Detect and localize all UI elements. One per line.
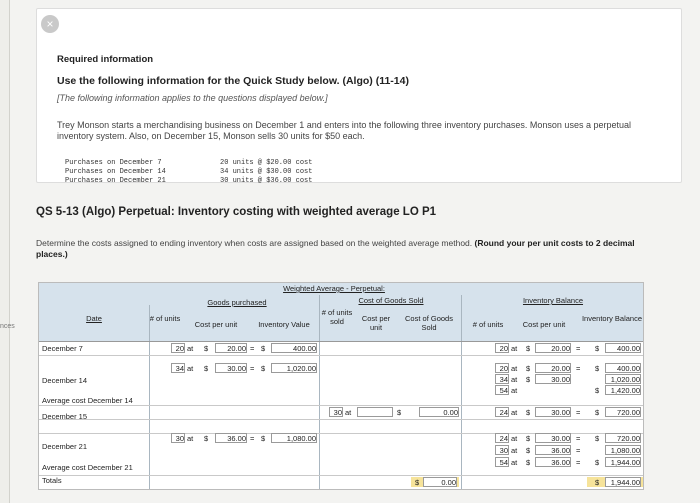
dollar-sign: $ bbox=[526, 375, 531, 384]
balance-value-input[interactable]: 720.00 bbox=[605, 433, 641, 443]
dollar-sign: $ bbox=[261, 344, 266, 353]
dollar-sign: $ bbox=[261, 364, 266, 373]
purchases-list bbox=[65, 159, 312, 186]
separator bbox=[319, 295, 320, 489]
dollar-sign: $ bbox=[526, 446, 531, 455]
dollar-sign: $ bbox=[595, 458, 600, 467]
balance-cost-input[interactable]: 30.00 bbox=[535, 407, 571, 417]
equals-sign: = bbox=[576, 344, 581, 353]
balance-value-input[interactable]: 1,020.00 bbox=[605, 374, 641, 384]
row-divider bbox=[39, 341, 643, 342]
dollar-sign: $ bbox=[526, 408, 531, 417]
dollar-sign: $ bbox=[595, 364, 600, 373]
row-label: December 15 bbox=[42, 412, 88, 421]
at-label: at bbox=[345, 408, 352, 417]
dollar-sign: $ bbox=[526, 344, 531, 353]
purchase-row: Purchases on December 21 30 units @ $36.00 cost bbox=[65, 177, 313, 185]
col-balance-units: # of units bbox=[472, 320, 504, 329]
dollar-sign: $ bbox=[204, 434, 209, 443]
dollar-sign: $ bbox=[415, 478, 420, 487]
purchase-value-input[interactable]: 1,080.00 bbox=[271, 433, 317, 443]
weighted-average-table bbox=[38, 282, 644, 490]
balance-value-input[interactable]: 400.00 bbox=[605, 363, 641, 373]
at-label: at bbox=[511, 408, 518, 417]
balance-units-input[interactable]: 34 bbox=[495, 374, 509, 384]
balance-value-input[interactable]: 400.00 bbox=[605, 343, 641, 353]
info-description: Trey Monson starts a merchandising business on December 1 and enters into the following three inventory purchases. Monson uses a perpetual inventory system. Also, on December 15, Monson sells 30 units for $50 each. bbox=[57, 120, 631, 141]
dollar-sign: $ bbox=[204, 364, 209, 373]
col-cost-per-unit-sold: Cost per unit bbox=[361, 314, 391, 332]
dollar-sign: $ bbox=[397, 408, 402, 417]
group-inventory-balance: Inventory Balance bbox=[522, 296, 584, 305]
dollar-sign: $ bbox=[595, 344, 600, 353]
col-date: Date bbox=[86, 314, 102, 323]
col-cost-per-unit: Cost per unit bbox=[194, 320, 238, 329]
balance-value-input[interactable]: 1,080.00 bbox=[605, 445, 641, 455]
row-divider bbox=[39, 419, 643, 420]
balance-value-input[interactable]: 1,944.00 bbox=[605, 457, 641, 467]
balance-cost-input[interactable]: 20.00 bbox=[535, 343, 571, 353]
balance-value-input[interactable]: 1,420.00 bbox=[605, 385, 641, 395]
sidebar-stub bbox=[0, 0, 15, 503]
purchase-cost-input[interactable]: 20.00 bbox=[215, 343, 247, 353]
col-units-sold: # of units sold bbox=[321, 308, 353, 326]
purchase-row: Purchases on December 7 20 units @ $20.00 cost bbox=[65, 159, 313, 167]
at-label: at bbox=[511, 364, 518, 373]
balance-units-input[interactable]: 30 bbox=[495, 445, 509, 455]
question-title: QS 5-13 (Algo) Perpetual: Inventory costing with weighted average LO P1 bbox=[36, 206, 437, 218]
required-info-card bbox=[36, 8, 682, 183]
info-note: [The following information applies to the questions displayed below.] bbox=[57, 93, 328, 103]
equals-sign: = bbox=[250, 364, 255, 373]
balance-units-input[interactable]: 24 bbox=[495, 407, 509, 417]
dollar-sign: $ bbox=[595, 408, 600, 417]
sold-units-input[interactable]: 30 bbox=[329, 407, 343, 417]
at-label: at bbox=[187, 364, 194, 373]
balance-cost-input[interactable]: 30.00 bbox=[535, 433, 571, 443]
sold-cost-input[interactable] bbox=[357, 407, 393, 417]
col-cogs: Cost of Goods Sold bbox=[405, 314, 453, 332]
at-label: at bbox=[511, 375, 518, 384]
dollar-sign: $ bbox=[595, 434, 600, 443]
question-instruction bbox=[36, 238, 636, 260]
balance-value-input[interactable]: 720.00 bbox=[605, 407, 641, 417]
at-label: at bbox=[511, 434, 518, 443]
equals-sign: = bbox=[250, 344, 255, 353]
row-label: Totals bbox=[42, 476, 62, 485]
equals-sign: = bbox=[250, 434, 255, 443]
row-divider bbox=[39, 355, 643, 356]
purchase-units-input[interactable]: 34 bbox=[171, 363, 185, 373]
purchase-value-input[interactable]: 1,020.00 bbox=[271, 363, 317, 373]
row-divider bbox=[39, 475, 643, 476]
dollar-sign: $ bbox=[526, 458, 531, 467]
instruction-text: Determine the costs assigned to ending inventory when costs are assigned based on the weighted average method. bbox=[36, 238, 473, 248]
equals-sign: = bbox=[576, 364, 581, 373]
col-balance-cost: Cost per unit bbox=[522, 320, 566, 329]
balance-cost-input[interactable]: 36.00 bbox=[535, 445, 571, 455]
purchase-units-input[interactable]: 30 bbox=[171, 433, 185, 443]
dollar-sign: $ bbox=[595, 478, 600, 487]
sidebar-stub-label: nces bbox=[0, 323, 15, 330]
close-icon[interactable]: × bbox=[41, 15, 59, 33]
cogs-input[interactable]: 0.00 bbox=[419, 407, 459, 417]
row-label: Average cost December 14 bbox=[42, 396, 133, 405]
row-divider bbox=[39, 405, 643, 406]
table-title: Weighted Average - Perpetual: bbox=[283, 284, 385, 293]
at-label: at bbox=[511, 386, 518, 395]
balance-cost-input[interactable]: 36.00 bbox=[535, 457, 571, 467]
at-label: at bbox=[511, 446, 518, 455]
balance-units-input[interactable]: 20 bbox=[495, 343, 509, 353]
instruction-bold: (Round your per unit costs to 2 decimal places.) bbox=[36, 238, 635, 259]
total-cogs-input[interactable]: 0.00 bbox=[423, 477, 457, 487]
row-label: December 21 bbox=[42, 442, 88, 451]
balance-units-input[interactable]: 20 bbox=[495, 363, 509, 373]
dollar-sign: $ bbox=[526, 434, 531, 443]
final-balance-input[interactable]: 1,944.00 bbox=[605, 477, 641, 487]
at-label: at bbox=[187, 434, 194, 443]
at-label: at bbox=[511, 344, 518, 353]
required-label: Required information bbox=[57, 54, 154, 65]
equals-sign: = bbox=[576, 434, 581, 443]
equals-sign: = bbox=[576, 408, 581, 417]
info-heading: Use the following information for the Quick Study below. (Algo) (11-14) bbox=[57, 75, 409, 87]
dollar-sign: $ bbox=[595, 386, 600, 395]
dollar-sign: $ bbox=[261, 434, 266, 443]
at-label: at bbox=[511, 458, 518, 467]
balance-cost-input[interactable]: 20.00 bbox=[535, 363, 571, 373]
purchase-row: Purchases on December 14 34 units @ $30.00 cost bbox=[65, 168, 313, 176]
col-units: # of units bbox=[149, 314, 181, 323]
row-label: December 14 bbox=[42, 376, 88, 385]
separator bbox=[461, 295, 462, 489]
balance-units-input[interactable]: 24 bbox=[495, 433, 509, 443]
dollar-sign: $ bbox=[526, 364, 531, 373]
purchase-units-input[interactable]: 20 bbox=[171, 343, 185, 353]
purchase-cost-input[interactable]: 36.00 bbox=[215, 433, 247, 443]
balance-cost-input[interactable]: 30.00 bbox=[535, 374, 571, 384]
equals-sign: = bbox=[576, 458, 581, 467]
group-cogs: Cost of Goods Sold bbox=[358, 296, 424, 305]
group-goods-purchased: Goods purchased bbox=[207, 298, 267, 307]
purchase-value-input[interactable]: 400.00 bbox=[271, 343, 317, 353]
balance-units-input[interactable]: 54 bbox=[495, 457, 509, 467]
row-label: December 7 bbox=[42, 344, 83, 353]
col-inventory-value: Inventory Value bbox=[258, 320, 310, 329]
row-label: Average cost December 21 bbox=[42, 463, 133, 472]
dollar-sign: $ bbox=[204, 344, 209, 353]
balance-units-input[interactable]: 54 bbox=[495, 385, 509, 395]
equals-sign: = bbox=[576, 446, 581, 455]
purchase-cost-input[interactable]: 30.00 bbox=[215, 363, 247, 373]
separator bbox=[149, 305, 150, 489]
at-label: at bbox=[187, 344, 194, 353]
col-inventory-balance: Inventory Balance bbox=[581, 314, 643, 323]
